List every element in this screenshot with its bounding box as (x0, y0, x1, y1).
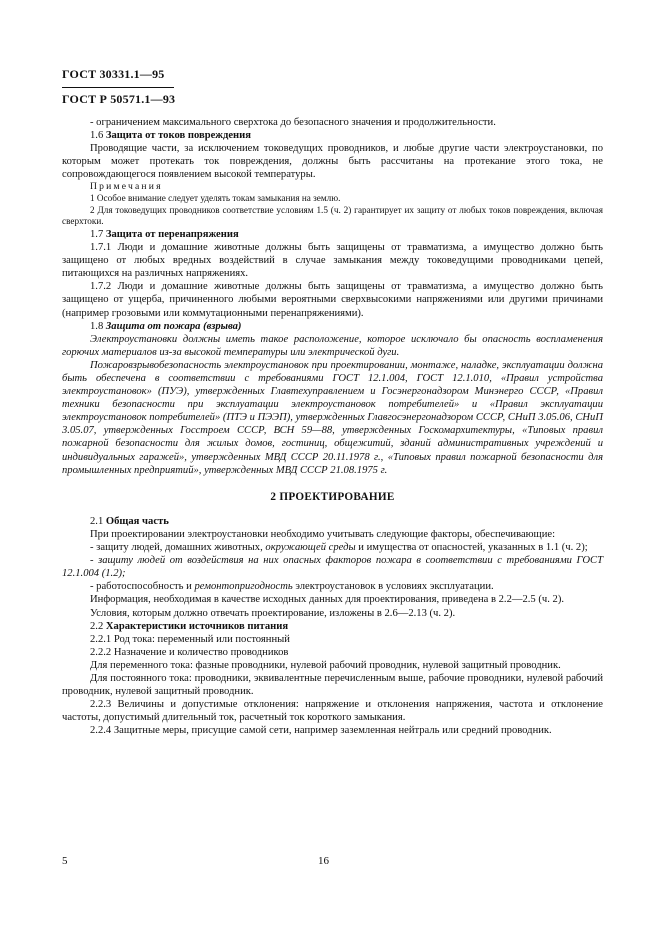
text-run: окружающей среды (265, 542, 356, 554)
footer-page-number: 16 (318, 855, 329, 867)
header-divider (62, 87, 174, 88)
text-run: Защита от пожара (взрыва) (105, 320, 242, 332)
text-run: Информация, необходимая в качестве исходных данных для проектирования, приведена в 2.2—2.5 (ч. 2). (90, 594, 564, 606)
body-paragraph (62, 698, 603, 724)
text-run: 1.7.1 Люди и домашние животные должны быть защищены от травматизма, а имущество должно быть защищено от любых вредных воздействий в случае замыкания между токоведущими проводниками цепей, питающихся на различных напряжениях. (62, 242, 603, 280)
text-run: При проектировании электроустановки необходимо учитывать следующие факторы, обеспечивающие: (90, 528, 556, 540)
text-run: - защиту людей от воздействия на них опасных факторов пожара в соответствии с требованиями ГОСТ 12.1.004 (1.2); (62, 555, 603, 580)
subsection-heading (62, 129, 603, 142)
text-run: Для постоянного тока: проводники, эквивалентные перечисленным выше, рабочие проводники, нулевой рабочий проводник, нулевой защитный проводник. (62, 672, 603, 698)
text-run: ремонтопригодность (194, 581, 293, 593)
text-run: Условия, которым должно отвечать проектирование, изложены в 2.6—2.13 (ч. 2). (90, 607, 456, 619)
body-paragraph (62, 528, 603, 541)
text-run: 2.2.1 Род тока: переменный или постоянный (90, 633, 290, 645)
body-paragraph (62, 659, 603, 672)
text-run: Электроустановки должны иметь такое расположение, которое исключало бы опасность воспламенения горючих материалов из-за высокой температуры или электрической дуги. (62, 333, 603, 358)
text-run: 2 ПРОЕКТИРОВАНИЕ (270, 490, 395, 503)
body-paragraph (62, 142, 603, 181)
body-paragraph (62, 554, 603, 580)
body-paragraph (62, 724, 603, 737)
text-run: Для переменного тока: фазные проводники, нулевой рабочий проводник, нулевой защитный проводник. (90, 659, 561, 671)
standard-code-primary: ГОСТ 30331.1—95 (62, 67, 165, 81)
text-run: Защита от перенапряжения (105, 228, 239, 240)
text-run: 2.2.3 Величины и допустимые отклонения: напряжение и отклонения напряжения, частота и отклонение частоты, допустимый длительный ток, расчетный ток короткого замыкания. (62, 699, 603, 724)
text-run: - ограничением максимального сверхтока до безопасного значения и продолжительности. (90, 117, 496, 128)
text-run: Примечания (90, 181, 163, 193)
subsection-heading (62, 228, 603, 241)
subsection-heading (62, 515, 603, 528)
section-heading (62, 491, 603, 504)
text-run: 1.6 (90, 130, 106, 142)
body-paragraph (62, 541, 603, 554)
text-run: 1.7.2 Люди и домашние животные должны быть защищены от травматизма, а имущество должно быть защищено от ущерба, причиненного любыми вероятными сверхвысокими напряжениями или другими причинами (например грозовыми или коммутационными перенапряжениями). (62, 281, 603, 319)
text-run: 1.8 (90, 320, 106, 332)
text-run: 2.2 (90, 620, 106, 632)
text-run: Характеристики источников питания (105, 620, 289, 632)
text-run: - защиту людей, домашних животных, (90, 542, 266, 554)
text-run: Проводящие части, за исключением токоведущих проводников, и любые другие части электроустановки, по которым может протекать ток повреждения, должны быть рассчитаны на протекание этого тока, не сопровождающегося появлением высокой температуры. (62, 143, 603, 181)
text-run: - работоспособность и (90, 581, 195, 593)
text-run: 2.2.4 Защитные меры, присущие самой сети, например заземленная нейтраль или средний проводник. (90, 725, 552, 737)
subsection-heading (62, 320, 603, 333)
body-paragraph (62, 580, 603, 593)
text-run: Защита от токов повреждения (105, 130, 251, 142)
body-paragraph (62, 333, 603, 359)
body-paragraph (62, 646, 603, 659)
body-paragraph (62, 280, 603, 319)
text-run: и имущества от опасностей, указанных в 1.1 (ч. 2); (355, 542, 588, 554)
note-paragraph (62, 205, 603, 228)
document-header (62, 67, 182, 107)
text-run: 2.1 (90, 515, 106, 527)
body-paragraph (62, 607, 603, 620)
text-run: Общая часть (105, 515, 169, 527)
body-paragraph (62, 359, 603, 477)
body-paragraph (62, 116, 603, 129)
note-paragraph (62, 193, 603, 205)
body-paragraph (62, 593, 603, 606)
text-run: Пожаровзрывобезопасность электроустановок при проектировании, монтаже, наладке, эксплуатации должна быть обеспечена в соответствии с требованиями ГОСТ 12.1.004, ГОСТ 12.1.010, «Правил устройства электроустановок» (ПУЭ), утвержденных Главтехуправлением и Госэнергонадзором Минэнерго СССР, «Правил техники безопасности при эксплуатации электроустановок потребителей» и «Правил эксплуатации электроустановок потребителей» (ПТЭ и ПЭЭП), утвержденных Главгосэнергонадзором СССР, СНиП 3.05.06, СНиП 3.05.07, утвержденных Госстроем СССР, ВСН 59—88, утвержденных Госкомархитектуры, «Типовых правил пожарной безопасности для жилых домов, гостиниц, общежитий, зданий административных учреждений и индивидуальных гаражей», утвержденных МВД СССР 20.11.1978 г., «Типовых правил пожарной безопасности для промышленных предприятий», утвержденных МВД СССР 21.08.1975 г. (62, 359, 603, 476)
document-body (62, 116, 603, 737)
text-run: 2.2.2 Назначение и количество проводников (90, 646, 289, 658)
text-run: 1 Особое внимание следует уделять токам замыкания на землю. (90, 193, 341, 204)
text-run: 1.7 (90, 228, 106, 240)
subsection-heading (62, 620, 603, 633)
standard-code-secondary: ГОСТ Р 50571.1—93 (62, 92, 176, 106)
body-paragraph (62, 241, 603, 280)
notes-heading (62, 181, 603, 193)
body-paragraph (62, 633, 603, 646)
body-paragraph (62, 672, 603, 698)
text-run: 2 Для токоведущих проводников соответствие условиям 1.5 (ч. 2) гарантирует их защиту от любых токов повреждения, включая сверхтоки. (62, 204, 603, 227)
text-run: электроустановок в условиях эксплуатации. (292, 581, 494, 593)
footer-page-number-left: 5 (62, 855, 68, 867)
